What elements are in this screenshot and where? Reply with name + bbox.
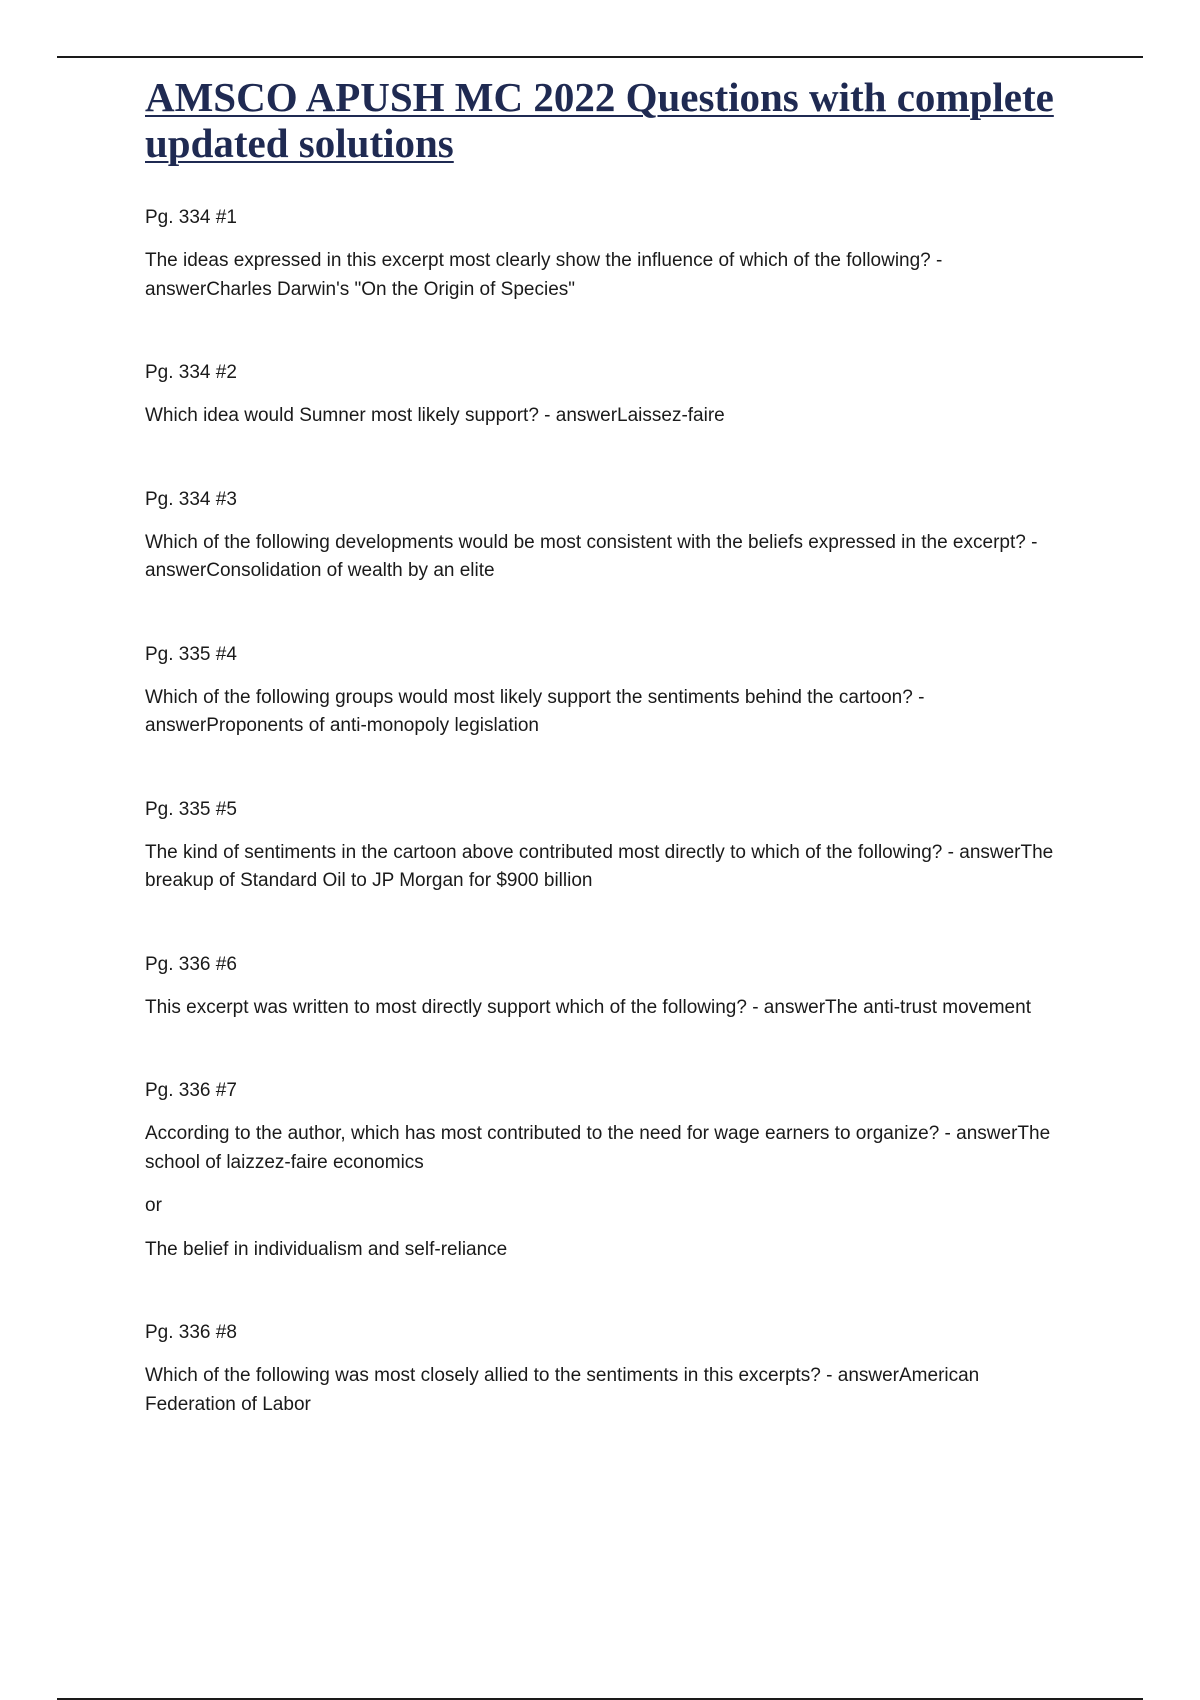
- question-text: This excerpt was written to most directly support which of the following? - answerThe anti-trust movement: [145, 996, 1031, 1018]
- question-text: Which of the following groups would most likely support the sentiments behind the cartoon? - answerProponents of anti-monopoly legislation: [145, 686, 925, 736]
- alternate-answer: The belief in individualism and self-reliance: [145, 1238, 508, 1260]
- question-ref: Pg. 334 #3: [145, 488, 237, 510]
- question-ref: Pg. 336 #6: [145, 953, 237, 975]
- question-text: The ideas expressed in this excerpt most clearly show the influence of which of the following? - answerCharles Darwin's "On the Origin of Species": [145, 250, 943, 300]
- question-ref: Pg. 335 #4: [145, 643, 237, 665]
- top-rule: [57, 56, 1143, 58]
- question-ref: Pg. 336 #8: [145, 1322, 237, 1343]
- question-text: Which idea would Sumner most likely support? - answerLaissez-faire: [145, 405, 725, 426]
- question-entry-8: [145, 1319, 1065, 1419]
- question-entry-1: [145, 204, 1065, 304]
- question-entry-4: [145, 641, 1065, 741]
- question-entry-2: [145, 359, 1065, 431]
- question-entry-6: [145, 951, 1065, 1023]
- question-ref: Pg. 334 #2: [145, 362, 237, 383]
- question-text: Which of the following developments would be most consistent with the beliefs expressed in the excerpt? - answerConsolidation of wealth by an elite: [145, 531, 1038, 581]
- question-ref: Pg. 335 #5: [145, 798, 237, 820]
- question-entry-5: [145, 796, 1065, 896]
- document-title: AMSCO APUSH MC 2022 Questions with complete updated solutions: [145, 74, 1054, 166]
- question-entry-7: [145, 1077, 1065, 1264]
- question-text: Which of the following was most closely allied to the sentiments in this excerpts? - answerAmerican Federation of Labor: [145, 1365, 980, 1415]
- answer-or-separator: or: [145, 1195, 162, 1216]
- question-ref: Pg. 334 #1: [145, 207, 237, 228]
- question-ref: Pg. 336 #7: [145, 1080, 237, 1101]
- question-text: The kind of sentiments in the cartoon above contributed most directly to which of the following? - answerThe breakup of Standard Oil to JP Morgan for $900 billion: [145, 841, 1054, 891]
- question-entry-3: [145, 486, 1065, 586]
- document-body: [145, 74, 1065, 1419]
- question-text: According to the author, which has most contributed to the need for wage earners to organize? - answerThe school of laizzez-faire economics: [145, 1123, 1051, 1173]
